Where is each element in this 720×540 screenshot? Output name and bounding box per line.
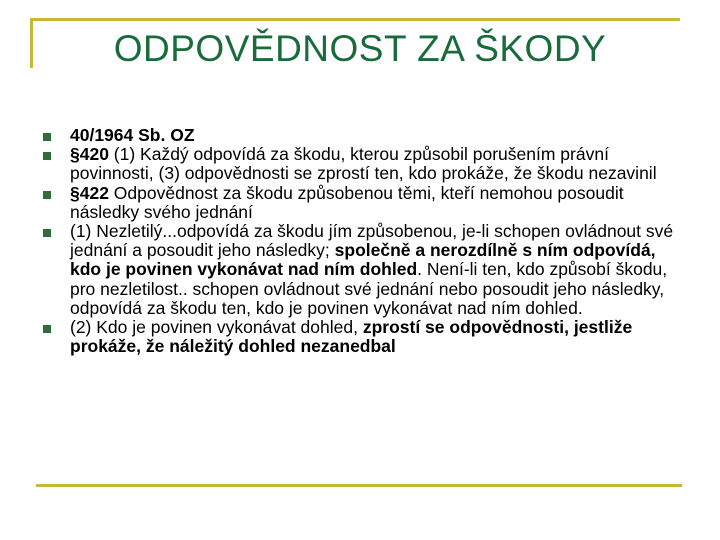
item-text: (1) Nezletilý...odpovídá za škodu jím způsobenou, je-li schopen ovládnout své jednání a posoudit jeho následky; společně a nerozdílně s ním odpovídá, kdo je povinen vykonávat nad ním dohled. Není-li ten, kdo způsobí škodu, pro nezletilost.. schopen ovládnout své jednání nebo posoudit jeho následky, odpovídá za škodu ten, kdo je povinen vykonávat nad ním dohled.: [70, 221, 674, 318]
slide-title: ODPOVĚDNOST ZA ŠKODY: [113, 28, 607, 69]
list-item: [40, 222, 680, 318]
list-item: [40, 184, 680, 222]
bullet-square-icon: [43, 133, 51, 141]
bullet-square-icon: [43, 152, 51, 160]
item-text: §422 Odpovědnost za škodu způsobenou těmi, kteří nemohou posoudit následky svého jednání: [70, 182, 624, 222]
item-text: (2) Kdo je povinen vykonávat dohled, zprostí se odpovědnosti, jestliže prokáže, že náležitý dohled nezanedbal: [70, 317, 633, 357]
frame-bottom-line: [36, 484, 682, 487]
list-item: [40, 145, 680, 183]
bullet-square-icon: [43, 191, 51, 199]
item-text: §420 (1) Každý odpovídá za škodu, kterou způsobil porušením právní povinnosti, (3) odpovědnosti se zprostí ten, kdo prokáže, že škodu nezavinil: [70, 144, 657, 184]
item-text: 40/1964 Sb. OZ: [70, 125, 195, 145]
bullet-list: [40, 126, 680, 356]
bullet-square-icon: [43, 229, 51, 237]
list-item: [40, 318, 680, 356]
list-item: [40, 126, 680, 145]
bullet-square-icon: [43, 325, 51, 333]
frame-top-line: [30, 18, 680, 21]
